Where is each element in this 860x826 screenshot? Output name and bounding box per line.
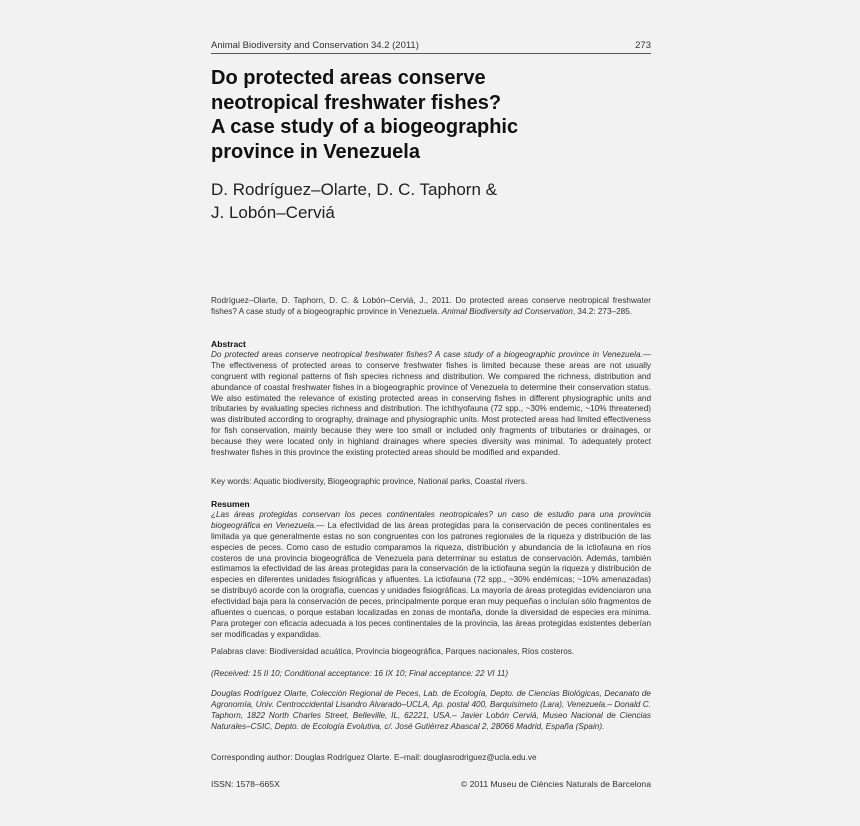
abstract	[211, 339, 651, 459]
resumen-body: — La efectividad de las áreas protegidas para la conservación de peces continentales es limitada ya que generalmente estas no son congruentes con los patrones regionales de la riqueza y distribución de las especies de peces. Como caso de estudio comparamos la riqueza, distribución y abundancia de la ictiofauna en ríos costeros de una provincia biogeográfica de Venezuela para determinar su estatus de conservación. Además, también estimamos la efectividad de las áreas protegidas para la conservación de la ictiofauna según la riqueza y distribución de especies en diferentes unidades fisiográficas y afluentes. La ictiofauna (72 spp., ~30% endémicas; ~10% amenazadas) se distribuyó acorde con la orografía, cuencas y unidades fisiográficas. La mayoría de áreas protegidas evidenciaron una efectividad baja para la conservación de peces, principalmente porque eran muy pequeñas o incluían sólo fragmentos de afluentes o cuencas, o porque estaban localizadas en zonas de montaña, donde la diversidad de especies era mínima. Para proteger con eficacia adecuada a los peces continentales de la provincia, las áreas protegidas existentes deberían ser modificadas y expandidas.	[211, 520, 651, 639]
resumen-heading: Resumen	[211, 499, 250, 509]
running-header	[211, 40, 651, 51]
affiliations: Douglas Rodríguez Olarte, Colección Regional de Peces, Lab. de Ecología, Depto. de Ciencias Biológicas, Decanato de Agronomía, Univ. Centroccidental Lisandro Alvarado–UCLA, Ap. postal 400, Barquisimeto (Lara), Venezuela.– Donald C. Taphorn, 1822 North Charles Street, Belleville, IL, 62221, USA.– Javier Lobón Cerviá, Museo Nacional de Ciencias Naturales–CSIC, Depto. de Ecología Evolutiva, c/. José Gutiérrez Abascal 2, 28066 Madrid, España (Spain).	[211, 689, 651, 731]
abstract-title: Do protected areas conserve neotropical freshwater fishes? A case study of a biogeographic province in Venezuela.	[211, 349, 643, 359]
corresponding-author: Corresponding author: Douglas Rodríguez Olarte. E–mail: douglasrodriguez@ucla.edu.ve	[211, 753, 537, 762]
copyright: © 2011 Museu de Ciències Naturals de Barcelona	[460, 779, 651, 789]
resumen-title: ¿Las áreas protegidas conservan los peces continentales neotropicales? un caso de estudio para una provincia biogeográfica en Venezuela.	[211, 509, 651, 530]
page-number: 273	[635, 40, 651, 51]
abstract-body: — The effectiveness of protected areas to conserve freshwater fishes is limited because these areas are not usually congruent with regional patterns of fish species richness and distribution. We compared the richness, distribution and abundance of coastal freshwater fishes in a biogeographic province of Venezuela to determine their conservation status. We also estimated the relevance of existing protected areas in conserving fishes in different physiographic units and tributaries by evaluating species richness and distribution. The ichthyofauna (72 spp., ~30% endemic, ~10% threatened) was distributed according to orography, drainage and physiographic units. Most protected areas had limited effectiveness for fish conservation, mainly because they were too small or included only fragments of tributaries or drainages, or because they were located only in highland drainages where species diversity was minimal. To adequately protect freshwater fishes in this province the existing protected areas should be modified and expanded.	[211, 349, 651, 458]
issn: ISSN: 1578–665X	[211, 779, 280, 789]
page-footer	[211, 779, 651, 789]
paper-title	[211, 66, 651, 164]
citation-pages: , 34.2: 273–285.	[572, 306, 633, 316]
received-dates: (Received: 15 II 10; Conditional acceptance: 16 IX 10; Final acceptance: 22 VI 11)	[211, 669, 509, 678]
citation	[211, 296, 651, 318]
title-line: Do protected areas conserve	[211, 67, 486, 89]
authors	[211, 178, 651, 224]
citation-text: Rodríguez–Olarte, D. Taphorn, D. C. & Lobón–Cerviá, J., 2011. Do protected areas conserve neotropical freshwater fishes? A case study of a biogeographic province in Venezuela.	[211, 296, 651, 316]
title-line: province in Venezuela	[211, 140, 420, 163]
authors-line: D. Rodríguez–Olarte, D. C. Taphorn &	[211, 180, 497, 199]
abstract-heading: Abstract	[211, 339, 246, 349]
header-rule	[211, 53, 651, 54]
title-line: A case study of a biogeographic	[211, 116, 519, 138]
journal-name: Animal Biodiversity and Conservation 34.2 (2011)	[211, 40, 419, 51]
title-line: neotropical freshwater fishes?	[211, 91, 502, 114]
keywords: Key words: Aquatic biodiversity, Biogeographic province, National parks, Coastal rivers.	[211, 477, 528, 486]
citation-journal: Animal Biodiversity ad Conservation	[441, 306, 573, 316]
authors-line: J. Lobón–Cerviá	[211, 203, 335, 222]
palabras-clave: Palabras clave: Biodiversidad acuática, Provincia biogeográfica, Parques nacionales, Ríos costeros.	[211, 647, 575, 656]
resumen	[211, 499, 651, 641]
